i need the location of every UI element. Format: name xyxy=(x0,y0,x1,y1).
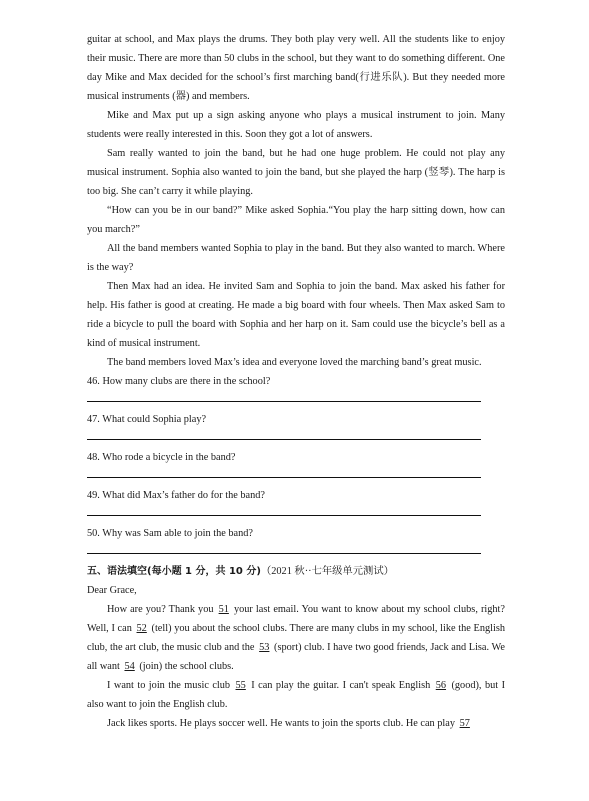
blank-53[interactable]: 53 xyxy=(259,642,270,653)
answer-line-46[interactable] xyxy=(87,391,505,410)
passage-paragraph: Then Max had an idea. He invited Sam and Sophia to join the band. Max asked his father for help. His father is good at creating. He made a big board with four wheels. Then Max asked Sam to ride a bicycle to pull the board with Sophia and her harp on it. Sam could use the bicycle’s bell as a kind of musical instrument. xyxy=(87,281,505,349)
question-48: 48. Who rode a bicycle in the band? xyxy=(87,452,236,463)
question-46: 46. How many clubs are there in the school? xyxy=(87,376,271,387)
passage-paragraph: All the band members wanted Sophia to play in the band. But they also wanted to march. Where is the way? xyxy=(87,243,505,273)
blank-52[interactable]: 52 xyxy=(136,623,147,634)
passage-paragraph: The band members loved Max’s idea and everyone loved the marching band’s great music. xyxy=(107,357,482,368)
letter-paragraph: Jack likes sports. He plays soccer well. He wants to join the sports club. He can play 57 xyxy=(107,718,470,729)
question-47: 47. What could Sophia play? xyxy=(87,414,207,425)
answer-line-47[interactable] xyxy=(87,429,505,448)
passage-paragraph: “How can you be in our band?” Mike asked Sophia.“You play the harp sitting down, how can you march?” xyxy=(87,205,505,235)
question-49: 49. What did Max’s father do for the band? xyxy=(87,490,265,501)
section-heading xyxy=(87,562,505,581)
answer-line-48[interactable] xyxy=(87,467,505,486)
question-50: 50. Why was Sam able to join the band? xyxy=(87,528,253,539)
section-source: （2021 秋··七年级单元测试） xyxy=(260,566,394,577)
passage-paragraph: Sam really wanted to join the band, but he had one huge problem. He could not play any musical instrument. Sophia also wanted to join the band, but she played the harp (竖琴). The harp is too big. She can’t carry it while playing. xyxy=(87,148,505,197)
blank-55[interactable]: 55 xyxy=(235,680,246,691)
answer-line-49[interactable] xyxy=(87,505,505,524)
blank-57[interactable]: 57 xyxy=(459,718,470,729)
answer-line-50[interactable] xyxy=(87,543,505,562)
blank-51[interactable]: 51 xyxy=(218,604,229,615)
passage-paragraph: Mike and Max put up a sign asking anyone who plays a musical instrument to join. Many students were really interested in this. Soon they got a lot of answers. xyxy=(87,110,505,140)
blank-56[interactable]: 56 xyxy=(435,680,447,691)
document-page xyxy=(87,30,505,733)
passage-paragraph: guitar at school, and Max plays the drums. They both play very well. All the students like to enjoy their music. There are more than 50 clubs in the school, but they want to do something different. One day Mike and Max decided for the school’s first marching band(行进乐队). But they needed more musical instruments (器) and members. xyxy=(87,34,505,102)
blank-54[interactable]: 54 xyxy=(124,661,135,672)
letter-paragraph: How are you? Thank you 51 your last email. You want to know about my school clubs, right? Well, I can 52 (tell) you about the school clubs. There are many clubs in my school, like the English club, the art club, the music club and the 53 (sport) club. I have two good friends, Jack and Lisa. We all want 54 (join) the school clubs. xyxy=(87,604,505,672)
letter-greeting: Dear Grace, xyxy=(87,585,137,596)
section-title: 五、语法填空(每小题 1 分，共 10 分) xyxy=(87,566,261,577)
letter-paragraph: I want to join the music club 55 I can play the guitar. I can't speak English 56 (good), but I also want to join the English club. xyxy=(87,680,505,710)
